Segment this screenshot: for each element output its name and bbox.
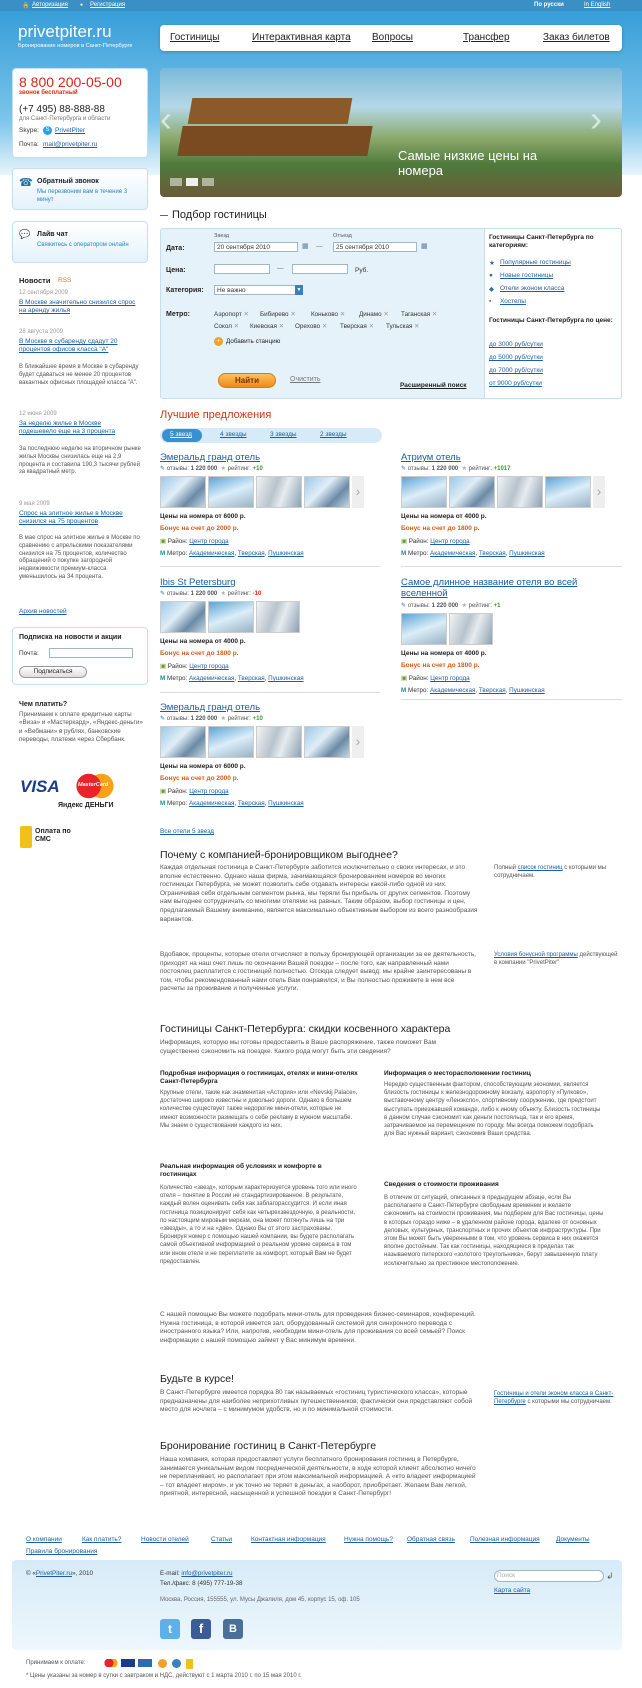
search-submit-icon[interactable]: ↲ (606, 1571, 614, 1581)
metro-tag[interactable]: Сокол ✕ (214, 323, 239, 330)
skype-label: Skype: (19, 127, 39, 134)
hotel-photo[interactable] (208, 726, 254, 758)
hotel-card (401, 452, 622, 564)
hotel-metro: M Метро: Академическая, Тверская, Пушкинская (160, 675, 304, 682)
price-link[interactable]: от 9000 руб/сутки (489, 380, 542, 387)
col-heading: Реальная информация об условиях и комфорте в гостиницах (160, 1163, 322, 1178)
banner-caption: Самые низкие цены на номера (398, 148, 538, 178)
economy-icon: ◆ (489, 286, 494, 293)
divider (401, 566, 622, 567)
hostel-icon: ▪ (489, 298, 492, 305)
news-text: За последнюю неделю на вторичном рынке жилья Москвы снизилась еще на 2,9 процента и составила 190,3 тысячи рублей за квадратный метр. (19, 446, 141, 476)
metro-tag[interactable]: Коньково ✕ (311, 311, 346, 318)
course-title: Будьте в курсе! (160, 1373, 234, 1385)
chevron-right-icon[interactable]: › (352, 726, 364, 758)
col-paragraph: В отличие от ситуаций, описанных в предыдущем абзаце, если Вы располагаете в Санкт-Петербурге свободным временем и желаете сэкономить на стоимости проживания, мы подберем для Вас гостиницы, цены в которых гораздо ниже – в удаленном районе города, вдалеке от основных деловых, культурных, транспортных и прочих объектов инфраструктуры. При этом Вы может быть уверенными в том, что уровень сервиса в них окажется вполне достойным. Так как гостиницы, находящиеся в пределах так называемого питерского «золотого треугольника», берут завышенную плату исключительно за престижное местоположение. (384, 1195, 604, 1267)
best-offers-title: Лучшие предложения (160, 409, 272, 421)
hotel-photo[interactable] (497, 476, 543, 508)
all-hotels-link[interactable]: Все отели 5 звезд (160, 828, 214, 835)
category-link[interactable]: Популярные гостиницы (500, 259, 571, 266)
facebook-icon[interactable]: f (191, 1619, 211, 1639)
chat-icon: 💬 (19, 229, 31, 239)
clear-link[interactable]: Очистить (290, 376, 321, 383)
category-label: Категория: (166, 287, 204, 294)
hotel-metro: M Метро: Академическая, Тверская, Пушкинская (401, 687, 545, 694)
col-paragraph: Количество «звезд», которым характеризуется уровень того или иного отеля – понятие в России не стандартизированное. В результате, каждый волен оценивать себя как заблагорассудится. И если иная гостиница позиционирует себя как четырехзвездочную, в реальности, по настоящим мировым меркам, она может потянуть лишь на три «звезды», а то и на «две». Однако Вы от этого застрахованы. Бронируя номер с помощью нашей компании, вы будете располагать самой объективной информацией о реальном уровне сервиса в том или ином отеле и не переплатите за комфорт, который Вам не будет предоставлен. (160, 1185, 357, 1265)
nav-tickets[interactable]: Заказ билетов (543, 32, 610, 43)
hotel-photo[interactable] (256, 726, 302, 758)
banner-prev-icon[interactable]: ‹ (160, 98, 172, 139)
copyright-link[interactable]: PrivetPiter.ru (35, 1570, 72, 1577)
twitter-icon[interactable]: t (160, 1619, 180, 1639)
metro-tag[interactable]: Бибирево ✕ (260, 311, 296, 318)
news-date: 12 сентября 2009 (19, 290, 68, 296)
logo-tagline: Бронирование номеров в Санкт-Петербурге (18, 43, 133, 49)
hotel-photo[interactable] (304, 726, 350, 758)
new-icon: ● (489, 272, 493, 279)
checkin-field[interactable]: 20 сентября 2010 (214, 242, 298, 252)
hotel-area: ▣ Район: Центр города (401, 675, 470, 682)
price-from-field[interactable] (214, 264, 270, 274)
side-note: Полный список гостиниц с которыми мы сотрудничаем. (494, 865, 607, 879)
footer-link[interactable]: О компании (26, 1536, 62, 1543)
divider (160, 692, 380, 693)
nav-transfer[interactable]: Трансфер (463, 32, 510, 43)
hotel-name[interactable]: Атриум отель (401, 452, 461, 463)
chevron-right-icon[interactable]: › (352, 476, 364, 508)
hotel-area: ▣ Район: Центр города (160, 788, 229, 795)
metro-tag[interactable]: Тверская ✕ (340, 323, 374, 330)
hotel-card (401, 577, 622, 697)
hotel-card (160, 452, 380, 564)
price-unit: Руб. (355, 267, 369, 274)
nav-hotels[interactable]: Гостиницы (170, 32, 220, 43)
callback-title: Обратный звонок (37, 178, 99, 185)
tab-2-stars[interactable]: 2 звезды (320, 431, 347, 438)
bench-image (188, 98, 353, 124)
search-button[interactable]: Найти (218, 373, 276, 388)
login-link[interactable]: Авторизация (32, 2, 68, 8)
date-label: Дата: (166, 245, 185, 252)
tab-3-stars[interactable]: 3 звезды (270, 431, 297, 438)
category-select[interactable]: Не важно (214, 285, 302, 295)
col-heading: Подробная информация о гостиницах, отелях и мини-отелях Санкт-Петербурга (160, 1070, 358, 1085)
checkout-field[interactable]: 25 сентября 2010 (333, 242, 417, 252)
yandex-money-logo: Яндекс ДЕНЬГИ (58, 802, 114, 809)
news-title: Новости (19, 276, 51, 285)
section-dash (160, 215, 168, 216)
footer-link[interactable]: Полезная информация (470, 1536, 540, 1543)
hotel-reviews: ✎ отзывы: 1 220 000 ★ рейтинг: +10 (160, 716, 263, 722)
phone-free[interactable]: 8 800 200-05-00 (19, 74, 122, 90)
booking-paragraph: Наша компания, которая предоставляет услуги бесплатного бронирования гостиниц в Петербурге, занимается уникальным видом посреднической деятельности, в ходе которой клиент абсолютно ничего не переплачивает, но располагает при этом максимальной информацией. А «кто владеет информацией – тот владеет миром», и уж точно не теряет в деньгах, а наоборот, приобретает. Желаем Вам легкой, приятной, интересной, насыщенной и успешной поездки в Санкт-Петербург! (160, 1456, 476, 1498)
callback-text: Мы перезвоним вам в течение 3 минут (37, 189, 128, 203)
footer-tel: Тел./факс: 8 (495) 777-19-38 (160, 1580, 243, 1587)
phone[interactable]: (+7 495) 88-888-88 (19, 104, 105, 115)
tab-5-stars[interactable]: 5 звезд (170, 431, 192, 438)
free-note: звонок бесплатный (19, 90, 78, 96)
hotel-price: Цены на номера от 6000 р. (160, 763, 246, 770)
hotel-photo[interactable] (256, 601, 300, 633)
bonus-program-link[interactable]: Условия бонусной программы (494, 952, 578, 958)
price-link[interactable]: до 5000 руб/сутки (489, 354, 543, 361)
star-icon: ★ (489, 260, 495, 267)
mini-hotel-paragraph: С нашей помощью Вы можете подобрать мини-отель для проведения бизнес-семинаров, конференций. Нужна гостиница, в которой имеется зал, оборудованный системой для синхронного перевода с иностранного языка? Или, напротив, необходим мини-отель для проживания со всей семьей? Поиск информации с нашей помощью займет у Вас минимум времени. (160, 1311, 476, 1344)
webmoney-icon (172, 1659, 181, 1668)
copyright: © «PrivetPiter.ru», 2010 (26, 1570, 93, 1577)
hotel-photo[interactable] (545, 476, 591, 508)
add-station-link[interactable]: Добавить станцию (226, 338, 281, 345)
payment-text: Принимаем к оплате кредитные карты «Виза» и «Мастеркард», «Яндекс-деньги» и «Вебмани» в рублях, банковские переводы, платежи через Сбербанк. (19, 711, 143, 743)
subscribe-box (12, 627, 148, 685)
banner-dot[interactable] (186, 178, 198, 186)
divider (160, 566, 380, 567)
footer-email-link[interactable]: info@privetpiter.ru (181, 1570, 233, 1577)
subscribe-title: Подписка на новости и акции (19, 634, 122, 641)
banner-next-icon[interactable]: › (590, 98, 602, 139)
callback-box[interactable] (12, 168, 148, 210)
news-text: В мае спрос на элитное жилье в Москве по сравнению с апрельскими показателями снизился на 75 процентов, количество обращений о покупке загородной недвижимости премиум-класса уменьшилось на 34 процента. (19, 535, 140, 580)
livechat-title: Лайв чат (37, 231, 68, 238)
checkout-label: Отъезд (333, 233, 352, 239)
sms-icon (20, 826, 32, 848)
lang-en[interactable]: In English (584, 2, 611, 8)
col-heading: Сведения о стоимости проживания (384, 1181, 499, 1188)
chevron-right-icon[interactable]: › (593, 476, 605, 508)
main-nav (160, 25, 622, 51)
visa-logo: VISA (20, 777, 60, 796)
footer-link[interactable]: Обратная связь (407, 1536, 455, 1543)
subscribe-email-field[interactable] (49, 648, 133, 658)
hotel-price: Цены на номера от 4000 р. (401, 650, 487, 657)
hotel-area: ▣ Район: Центр города (401, 538, 470, 545)
metro-tag[interactable]: Таганская ✕ (401, 311, 438, 318)
metro-label: Метро: (166, 311, 190, 318)
add-icon[interactable]: + (214, 337, 223, 346)
mastercard-icon (104, 1659, 118, 1667)
price-label: Цена: (166, 267, 186, 274)
hotel-reviews: ✎ отзывы: 1 220 000 ★ рейтинг: +1 (401, 603, 501, 609)
hotel-name[interactable]: Эмеральд гранд отель (160, 452, 261, 463)
price-link[interactable]: до 3000 руб/сутки (489, 341, 543, 348)
footer-address: Москва, Россия, 155555, ул. Мусы Джалиля, дом 45, корпус 15, оф. 105 (160, 1597, 360, 1603)
sitemap-link[interactable]: Карта сайта (494, 1587, 531, 1594)
metro-tag[interactable]: Орехово ✕ (295, 323, 328, 330)
hotel-name[interactable]: Эмеральд гранд отель (160, 702, 261, 713)
nav-questions[interactable]: Вопросы (372, 32, 413, 43)
contact-box (12, 68, 148, 158)
hotel-metro: M Метро: Академическая, Тверская, Пушкинская (160, 550, 304, 557)
discount-intro: Информация, которую мы готовы предоставить в Ваше распоряжение, также поможет Вам существенно сэкономить на поездке. Какого рода могут быть эти сведения? (160, 1039, 437, 1055)
sms-pay-icon (186, 1659, 193, 1669)
skype-icon: S (43, 126, 52, 135)
mastercard-logo: MasterCard (74, 773, 116, 799)
subscribe-mail-label: Почта: (19, 650, 39, 657)
price-list-title: Гостиницы Санкт-Петербурга по цене: (489, 317, 613, 324)
tab-4-stars[interactable]: 4 звезды (220, 431, 247, 438)
hotel-reviews: ✎ отзывы: 1 220 000 ★ рейтинг: -10 (160, 591, 262, 597)
news-link[interactable]: В Москве в субаренду сдадут 20 процентов офисов класса "А" (19, 338, 118, 353)
hotel-photo[interactable] (401, 613, 447, 645)
hotel-reviews: ✎ отзывы: 1 220 000 ★ рейтинг: +1017 (401, 466, 511, 472)
user-icon: ● (80, 2, 84, 8)
news-date: 28 августа 2009 (19, 329, 64, 335)
news-link[interactable]: За неделю жилье в Москве подешевело еще на 3 процента (19, 420, 116, 435)
booking-title: Бронирование гостиниц в Санкт-Петербурге (160, 1440, 377, 1452)
news-text: В ближайшее время в Москве в субаренду будет сдаваться не менее 20 процентов вакантных офисных площадей класса "А". (19, 364, 139, 386)
category-link[interactable]: Хостелы (500, 298, 526, 305)
category-link[interactable]: Отели эконом класса (500, 285, 565, 292)
hotel-photo[interactable] (160, 476, 206, 508)
footer-link[interactable]: Нужна помощь? (344, 1536, 393, 1543)
discount-title: Гостиницы Санкт-Петербурга: скидки косвенного характера (160, 1023, 451, 1035)
hotel-price: Цены на номера от 4000 р. (401, 513, 487, 520)
checkin-label: Заезд (214, 233, 229, 239)
lang-ru[interactable]: По русски (534, 2, 564, 8)
sms-logo: Оплата по СМС (35, 828, 71, 843)
side-note: Гостиницы и отели эконом класса в Санкт-Петербурге с которыми мы сотрудничаем. (494, 1391, 614, 1405)
price-separator: — (277, 265, 284, 272)
hotel-metro: M Метро: Академическая, Тверская, Пушкинская (401, 550, 545, 557)
footer-link[interactable]: Новости отелей (141, 1536, 189, 1543)
banner-dot[interactable] (202, 178, 214, 186)
subscribe-button[interactable]: Подписаться (19, 666, 87, 678)
news-date: 12 июня 2009 (19, 411, 57, 417)
metro-tag[interactable]: Динамо ✕ (359, 311, 389, 318)
category-link[interactable]: Новые гостиницы (500, 272, 554, 279)
metro-tag[interactable]: Киевская ✕ (250, 323, 284, 330)
course-paragraph: В Санкт-Петербурге имеется порядка 80 так называемых «гостиниц туристического класса», которые предназначены для наиболее неприхотливых путешественников; фактически они представляют собой место для ночлега – с минимумом удобств, но и по минимальной стоимости. (160, 1389, 473, 1414)
hotel-photo[interactable] (208, 601, 254, 633)
news-link[interactable]: Спрос на элитное жилье в Москве снизился на 75 процентов (19, 510, 123, 525)
price-to-field[interactable] (292, 264, 348, 274)
register-link[interactable]: Регистрация (90, 2, 126, 8)
date-separator: — (316, 243, 323, 250)
hotel-photo[interactable] (401, 476, 447, 508)
nav-map[interactable]: Интерактивная карта (252, 32, 351, 43)
col-paragraph: Крупные отели, такие как знаменитая «Астория» или «Nevskij Palace», достаточно широко известны и довольно дороги. Однако в большем количестве существует также недорогие мини-отели, которые не имеют возможности размещать о себе рекламу в нужном масштабе. Мы знаем о существовании каждого из них. (160, 1090, 358, 1129)
mail-label: Почта: (19, 141, 39, 148)
hotel-card (160, 702, 380, 814)
bench-seat (177, 126, 372, 156)
hotel-bonus: Бонус на счет до 2000 р. (160, 775, 239, 782)
footer-email: E-mail: info@privetpiter.ru (160, 1570, 233, 1577)
accept-label: Принимаем к оплате: (26, 1660, 86, 1666)
card-icon (138, 1659, 152, 1667)
logo[interactable]: privetpiter.ru (18, 22, 112, 41)
hotel-photo[interactable] (208, 476, 254, 508)
star-tabs (160, 428, 382, 443)
phone-icon: ☎ (19, 177, 33, 189)
lock-icon: 🔒 (22, 3, 30, 9)
hotel-bonus: Бонус на счет до 1800 р. (401, 525, 480, 532)
hotel-photo[interactable] (304, 476, 350, 508)
hotel-bonus: Бонус на счет до 2000 р. (160, 525, 239, 532)
chevron-down-icon[interactable]: ▼ (296, 287, 302, 293)
hotel-price: Цены на номера от 6000 р. (160, 513, 246, 520)
footer-link[interactable]: Статьи (211, 1536, 233, 1543)
yandex-icon (158, 1659, 167, 1668)
col-heading: Информация о месторасположении гостиниц (384, 1070, 531, 1077)
hotel-list-link[interactable]: список гостиниц (517, 865, 563, 871)
mail-link[interactable]: mail@privetpiter.ru (43, 141, 98, 148)
divider (401, 699, 622, 700)
hotel-card (160, 577, 380, 689)
hotel-bonus: Бонус на счет до 1800 р. (401, 662, 480, 669)
footer-link[interactable]: Как платить? (82, 1536, 122, 1543)
footer-search-input[interactable]: Поиск (494, 1570, 604, 1582)
price-note: * Цены указаны за номер в сутки с завтраком и НДС, действуют с 1 марта 2010 г. по 15 мая 2010 г. (26, 1673, 302, 1679)
banner-dot[interactable] (170, 178, 182, 186)
skype-link[interactable]: PrivetPiter (55, 127, 85, 134)
why-title: Почему с компанией-бронировщиком выгоднее? (160, 849, 398, 861)
metro-tag[interactable]: Аэропорт ✕ (214, 311, 249, 318)
calendar-icon[interactable]: ▦ (302, 243, 309, 250)
hotel-reviews: ✎ отзывы: 1 220 000 ★ рейтинг: +10 (160, 466, 263, 472)
search-title: Подбор гостиницы (172, 209, 267, 221)
footer-link[interactable]: Контактная информация (251, 1536, 326, 1543)
footer-link[interactable]: Правила бронирования (26, 1548, 98, 1555)
advanced-search-link[interactable]: Расширенный поиск (400, 382, 467, 389)
phone-note: для Санкт-Петербурга и области (19, 116, 111, 122)
price-link[interactable]: до 7000 руб/сутки (489, 367, 543, 374)
hotel-name[interactable]: Ibis St Petersburg (160, 577, 236, 588)
livechat-box[interactable] (12, 221, 148, 263)
hotel-area: ▣ Район: Центр города (160, 663, 229, 670)
hotel-photo[interactable] (160, 601, 206, 633)
hotel-photo[interactable] (449, 613, 493, 645)
promo-banner (160, 68, 622, 197)
economy-hotels-link[interactable]: Гостиницы и отели эконом класса в Санкт-Петербурге (494, 1391, 614, 1405)
category-list-title: Гостиницы Санкт-Петербурга по категориям: (489, 234, 594, 249)
why-paragraph: Вдобавок, проценты, которые отели отчисляют в пользу бронирующей организации за ее деятельность, приходят на наш счет лишь по окончании Вашей поездки – после того, как направленный нами постоялец расплатится с гостиницей полностью. Отсюда следует вывод: мы крайне заинтересованы в том, чтобы рекомендованный нами отель Вам понравился, и Вы полностью проживете в нем все расчеты за проживание и полученные услуги. (160, 951, 477, 993)
hotel-photo[interactable] (160, 726, 206, 758)
why-paragraph: Каждая отдельная гостиница в Санкт-Петербурге заботится исключительно о своих интересах, и это вполне естественно. Однако наша фирма, занимающаяся бронированием номеров во многих гостиницах Петербурга, не может позволить себе отдавать интересы какой-либо одной из них. Ограничивая себя отдельным сегментом рынка, мы теряли бы прибыль от других сегментов. Поэтому нам выгоднее сотрудничать со многими отелями на равных. Таким образом, выбор гостиницы и цен, предлагаемый Вашему вниманию, является максимально объективным выбором из всего разнообразия вариантов. (160, 864, 478, 923)
news-link[interactable]: В Москве значительно снизился спрос на аренду жилья (19, 299, 136, 314)
calendar-icon[interactable]: ▦ (421, 243, 428, 250)
hotel-area: ▣ Район: Центр города (160, 538, 229, 545)
rss-link[interactable]: RSS (58, 277, 72, 284)
payment-title: Чем платить? (19, 701, 68, 708)
hotel-photo[interactable] (449, 476, 495, 508)
news-date: 9 мая 2009 (19, 501, 50, 507)
hotel-photo[interactable] (256, 476, 302, 508)
top-bar (0, 0, 642, 11)
footer-link[interactable]: Документы (556, 1536, 590, 1543)
news-archive-link[interactable]: Архив новостей (19, 608, 67, 615)
hotel-metro: M Метро: Академическая, Тверская, Пушкинская (160, 800, 304, 807)
metro-tag[interactable]: Тульская ✕ (386, 323, 420, 330)
vkontakte-icon[interactable]: B (223, 1619, 243, 1639)
col-paragraph: Нередко существенным фактором, способствующим экономии, является близость гостиницы к железнодорожному вокзалу, аэропорту «Пулково», выставочному центру «Ленэкспо», спортивному сооружению, где предстоит выступать приезжавшей команде, либо к иному объекту. Близость гостиницы в данном случае сэкономит как деньги постояльца, так и его время, затрачиваемое на перемещение по городу. Мы всегда поможем подобрать для Вас нужный вариант, сэкономив Ваши средства. (384, 1082, 601, 1138)
hotel-name[interactable]: Самое длинное название отеля во всей вселенной (401, 577, 578, 599)
hotel-price: Цены на номера от 4000 р. (160, 638, 246, 645)
livechat-text: Свяжитесь с оператором онлайн (37, 242, 129, 248)
side-note: Условия бонусной программы действующей в компании "PrivetPiter" (494, 952, 618, 966)
hotel-bonus: Бонус на счет до 1800 р. (160, 650, 239, 657)
visa-icon (121, 1659, 135, 1667)
